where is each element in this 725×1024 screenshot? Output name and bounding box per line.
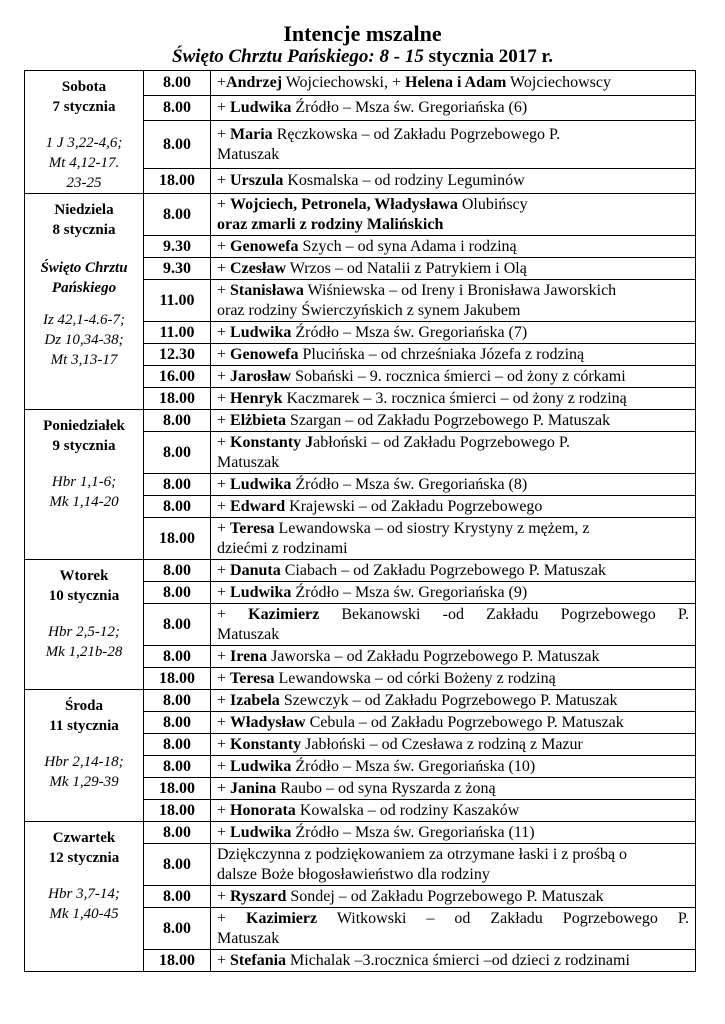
intention-name: Jarosław [230,367,292,385]
intention-line [217,539,689,559]
day-name: Środa [64,698,104,714]
day-date: 11 stycznia [49,718,119,734]
intention-text: + [217,497,231,515]
mass-intention [211,410,696,432]
intention-text: + [217,74,227,92]
mass-time: 8.00 [144,474,211,496]
intention-text: Matuszak [217,929,280,947]
intention-text: + [217,951,231,969]
mass-time: 18.00 [144,668,211,690]
mass-intention [211,344,696,366]
intention-line [217,583,689,603]
page-subtitle [0,46,725,68]
intention-name: Andrzej [226,74,283,92]
day-name: Wtorek [59,568,109,584]
intention-line [217,519,689,539]
intention-line [217,605,689,625]
intention-text: Szargan – od Zakładu Pogrzebowego P. Matuszak [286,411,611,429]
intention-text: + [217,389,231,407]
intention-name: Genowefa [230,345,299,363]
table-row [25,194,696,236]
intention-name: Ryszard [230,887,287,905]
reading-line: Mt 4,12-17. [48,155,120,171]
intention-text: Jabłoński – od Czesława z rodziną z Mazur [301,735,583,753]
intention-line [217,801,689,821]
day-cell [25,194,144,410]
intention-text: Lewandowska – od córki Bożeny z rodziną [274,669,556,687]
intention-name: Wojciech, Petronela, Władysława [230,195,458,213]
intention-text: + [217,99,231,117]
intention-text: Sobański – 9. rocznica śmierci – od żony z córkami [291,367,626,385]
intention-text: + [217,281,231,299]
mass-intention [211,168,696,193]
intention-text: Krajewski – od Zakładu Pogrzebowego [285,497,543,515]
mass-time: 8.00 [144,96,211,121]
intention-text: + [217,345,231,363]
day-cell [25,690,144,822]
mass-intention [211,518,696,560]
intention-text: Dziękczynna z podziękowaniem za otrzymane łaski i z prośbą o [217,845,628,863]
reading-line: 1 J 3,22-4,6; [45,135,123,151]
intention-line [217,453,689,473]
mass-time: 12.30 [144,344,211,366]
intention-line [217,669,689,689]
reading-line: Dz 10,34-38; [44,332,124,348]
day-name: Niedziela [54,202,114,218]
mass-time: 8.00 [144,690,211,712]
intention-text: Bekanowski -od Zakładu Pogrzebowego P. [319,605,690,623]
feast-line: Święto Chrztu [40,260,128,276]
mass-intention [211,280,696,322]
mass-time: 8.00 [144,822,211,844]
mass-time: 8.00 [144,560,211,582]
intention-text: + [217,411,231,429]
intention-text: Plucińska – od chrześniaka Józefa z rodziną [298,345,585,363]
intention-text: Cebula – od Zakładu Pogrzebowego P. Matuszak [305,713,624,731]
reading-line: Iz 42,1-4.6-7; [42,312,126,328]
intention-line [217,125,689,145]
mass-intention [211,432,696,474]
intention-name: Władysław [230,713,306,731]
day-date: 7 stycznia [52,99,116,115]
intention-text: Olubińscy [457,195,528,213]
intention-line [217,865,689,885]
intention-line [217,237,689,257]
mass-time: 8.00 [144,496,211,518]
mass-intention [211,322,696,344]
mass-intention [211,778,696,800]
intention-text: abłoński – od Zakładu Pogrzebowego P. [313,433,571,451]
intention-text: Kaczmarek – 3. rocznica śmierci – od żony z rodziną [282,389,627,407]
intention-line [217,691,689,711]
intention-line [217,823,689,843]
intention-name: Kazimierz [246,909,318,927]
intention-name: Konstanty [230,735,302,753]
mass-time: 8.00 [144,432,211,474]
intention-text: + [217,735,231,753]
mass-intention [211,604,696,646]
day-readings [29,310,139,370]
day-date: 10 stycznia [48,588,120,604]
intention-text: + [217,237,231,255]
intention-name: Kazimierz [248,605,320,623]
intention-name: Danuta [230,561,281,579]
day-readings [29,472,139,512]
mass-time: 8.00 [144,734,211,756]
mass-intention [211,950,696,972]
mass-time: 18.00 [144,168,211,193]
day-feast [29,258,139,298]
intention-name: Ludwika [230,583,292,601]
intention-text: Jaworska – od Zakładu Pogrzebowego P. Matuszak [267,647,600,665]
day-cell [25,560,144,690]
intention-line [217,951,689,971]
intention-line [217,887,689,907]
mass-intention [211,646,696,668]
intention-name: Edward [230,497,286,515]
intention-text: Źródło – Msza św. Gregoriańska (7) [291,323,528,341]
page-title: Intencje mszalne [283,21,442,46]
intention-text: dziećmi z rodzinami [217,539,348,557]
mass-time: 8.00 [144,121,211,169]
intention-text: Matuszak [217,145,280,163]
mass-time: 8.00 [144,844,211,886]
intention-text: Lewandowska – od siostry Krystyny z mężem, z [274,519,590,537]
intention-text: + [217,605,249,623]
mass-time: 8.00 [144,604,211,646]
intention-line [217,411,689,431]
day-name: Sobota [61,79,107,95]
mass-intention [211,886,696,908]
intention-text: Szewczyk – od Zakładu Pogrzebowego P. Matuszak [279,691,618,709]
mass-intention [211,496,696,518]
intention-text: Michalak –3.rocznica śmierci –od dzieci z rodzinami [286,951,630,969]
subtitle-feast: Święto Chrztu Pańskiego: 8 - 15 [172,46,424,67]
intention-text: + [217,259,231,277]
intention-text: + [217,583,231,601]
intention-line [217,647,689,667]
mass-intention [211,690,696,712]
intention-text: Wrzos – od Natalii z Patrykiem i Olą [286,259,527,277]
mass-time: 18.00 [144,950,211,972]
intention-text: + [217,801,231,819]
intention-line [217,98,689,118]
intention-text: + [217,909,247,927]
intention-line [217,909,689,929]
reading-line: Mt 3,13-17 [50,352,118,368]
intention-line [217,779,689,799]
reading-line: Hbr 1,1-6; [51,474,117,490]
day-name: Poniedziałek [43,418,125,434]
intention-text: Źródło – Msza św. Gregoriańska (11) [291,823,535,841]
intention-name: oraz zmarli z rodziny Malińskich [217,215,444,233]
intention-text: + [217,823,231,841]
intention-text: Matuszak [217,453,280,471]
mass-time: 8.00 [144,646,211,668]
intention-line [217,845,689,865]
subtitle-dates: stycznia 2017 r. [423,46,553,67]
mass-intention [211,366,696,388]
intention-text: Sondej – od Zakładu Pogrzebowego P. Matuszak [286,887,604,905]
day-date: 8 stycznia [52,222,116,238]
intention-line [217,145,689,165]
intention-line [217,345,689,365]
intention-name: Henryk [230,389,283,407]
mass-intention [211,96,696,121]
mass-time: 8.00 [144,712,211,734]
mass-time: 8.00 [144,582,211,604]
mass-intention [211,474,696,496]
intention-line [217,171,689,191]
mass-time: 8.00 [144,410,211,432]
day-readings [29,884,139,924]
intention-text: + [217,519,231,537]
table-row [25,410,696,432]
intention-name: Genowefa [230,237,299,255]
mass-intention [211,194,696,236]
mass-time: 8.00 [144,908,211,950]
day-name: Czwartek [52,830,116,846]
intention-text: dalsze Boże błogosławieństwo dla rodziny [217,865,490,883]
intention-line [217,281,689,301]
reading-line: Mk 1,14-20 [49,494,119,510]
intention-line [217,735,689,755]
intention-name: Ludwika [230,99,292,117]
day-readings [29,622,139,662]
intention-name: Stanisława [230,281,304,299]
intention-name: Czesław [230,259,287,277]
mass-intention [211,756,696,778]
intention-name: Elżbieta [230,411,287,429]
intention-name: Ludwika [230,323,292,341]
mass-intention [211,71,696,96]
intention-line [217,757,689,777]
mass-time: 8.00 [144,194,211,236]
intention-name: Izabela [230,691,280,709]
intention-name: Teresa [230,519,275,537]
intention-text: oraz rodziny Świerczyńskich z synem Jakubem [217,301,521,319]
intention-text: + [217,887,231,905]
intention-line [217,497,689,517]
mass-intention [211,388,696,410]
mass-time: 11.00 [144,280,211,322]
intention-line [217,929,689,949]
mass-intention [211,800,696,822]
intention-name: Konstanty J [230,433,314,451]
intention-text: + [217,125,231,143]
intention-text: + [217,757,231,775]
mass-intention [211,908,696,950]
intention-text: Wiśniewska – od Ireny i Bronisława Jaworskich [303,281,617,299]
reading-line: Hbr 2,14-18; [44,754,124,770]
intention-text: Wojciechowski, + [282,74,405,92]
mass-intention [211,712,696,734]
intention-text: + [217,171,231,189]
mass-time: 8.00 [144,756,211,778]
mass-time: 16.00 [144,366,211,388]
intention-text: Ręczkowska – od Zakładu Pogrzebowego P. [272,125,561,143]
mass-time: 18.00 [144,778,211,800]
intention-name: Irena [230,647,268,665]
intention-line [217,259,689,279]
mass-intention [211,560,696,582]
intention-text: Źródło – Msza św. Gregoriańska (8) [291,475,528,493]
day-date: 12 stycznia [48,850,120,866]
intention-text: Ciabach – od Zakładu Pogrzebowego P. Matuszak [280,561,606,579]
intention-text: + [217,433,231,451]
intention-name: Helena i Adam [405,74,507,92]
mass-time: 18.00 [144,518,211,560]
intention-text: + [217,323,231,341]
mass-intention [211,844,696,886]
intention-line [217,561,689,581]
day-readings [29,752,139,792]
day-cell [25,822,144,972]
mass-time: 8.00 [144,71,211,96]
mass-time: 9.30 [144,236,211,258]
table-row [25,690,696,712]
intention-text: Źródło – Msza św. Gregoriańska (10) [291,757,536,775]
intention-name: Stefania [230,951,287,969]
reading-line: Hbr 3,7-14; [48,886,120,902]
table-row [25,71,696,96]
reading-line: Mk 1,40-45 [49,906,119,922]
intention-text: + [217,561,231,579]
intentions-table [24,70,696,972]
intention-text: + [217,713,231,731]
intention-text: + [217,647,231,665]
intention-text: + [217,669,231,687]
day-date: 9 stycznia [52,438,116,454]
intention-text: Wojciechowscy [506,74,611,92]
intention-line [217,301,689,321]
intention-line [217,475,689,495]
intention-line [217,73,689,93]
mass-intention [211,582,696,604]
mass-time: 18.00 [144,800,211,822]
intention-name: Janina [230,779,277,797]
intention-line [217,389,689,409]
mass-intention [211,734,696,756]
intention-text: Szych – od syna Adama i rodziną [298,237,517,255]
intention-text: Kowalska – od rodziny Kaszaków [295,801,520,819]
mass-intention [211,822,696,844]
intention-text: + [217,779,231,797]
intention-line [217,195,689,215]
intention-line [217,625,689,645]
intention-line [217,367,689,387]
intention-name: Maria [230,125,273,143]
intention-text: Kosmalska – od rodziny Leguminów [283,171,525,189]
feast-line: Pańskiego [51,280,117,296]
mass-intention [211,236,696,258]
intention-name: Ludwika [230,475,292,493]
intention-text: + [217,475,231,493]
intention-text: Źródło – Msza św. Gregoriańska (6) [291,99,528,117]
intention-text: Raubo – od syna Ryszarda z żoną [276,779,496,797]
intention-name: Ludwika [230,823,292,841]
intention-text: Witkowski – od Zakładu Pogrzebowego P. [317,909,690,927]
intention-line [217,323,689,343]
intention-text: Matuszak [217,625,280,643]
intention-text: + [217,691,231,709]
mass-time: 9.30 [144,258,211,280]
intention-text: Źródło – Msza św. Gregoriańska (9) [291,583,528,601]
day-readings [29,133,139,193]
intention-line [217,713,689,733]
table-row [25,560,696,582]
reading-line: 23-25 [66,175,102,191]
day-cell [25,71,144,194]
intention-name: Urszula [230,171,284,189]
intention-line [217,215,689,235]
reading-line: Mk 1,21b-28 [45,644,123,660]
intention-name: Teresa [230,669,275,687]
intention-line [217,433,689,453]
intention-text: + [217,195,231,213]
intention-name: Honorata [230,801,296,819]
intention-text: + [217,367,231,385]
mass-intention [211,258,696,280]
table-row [25,822,696,844]
day-cell [25,410,144,560]
intention-name: Ludwika [230,757,292,775]
mass-time: 11.00 [144,322,211,344]
mass-intention [211,668,696,690]
mass-time: 8.00 [144,886,211,908]
reading-line: Hbr 2,5-12; [48,624,120,640]
mass-time: 18.00 [144,388,211,410]
reading-line: Mk 1,29-39 [49,774,119,790]
mass-intention [211,121,696,169]
